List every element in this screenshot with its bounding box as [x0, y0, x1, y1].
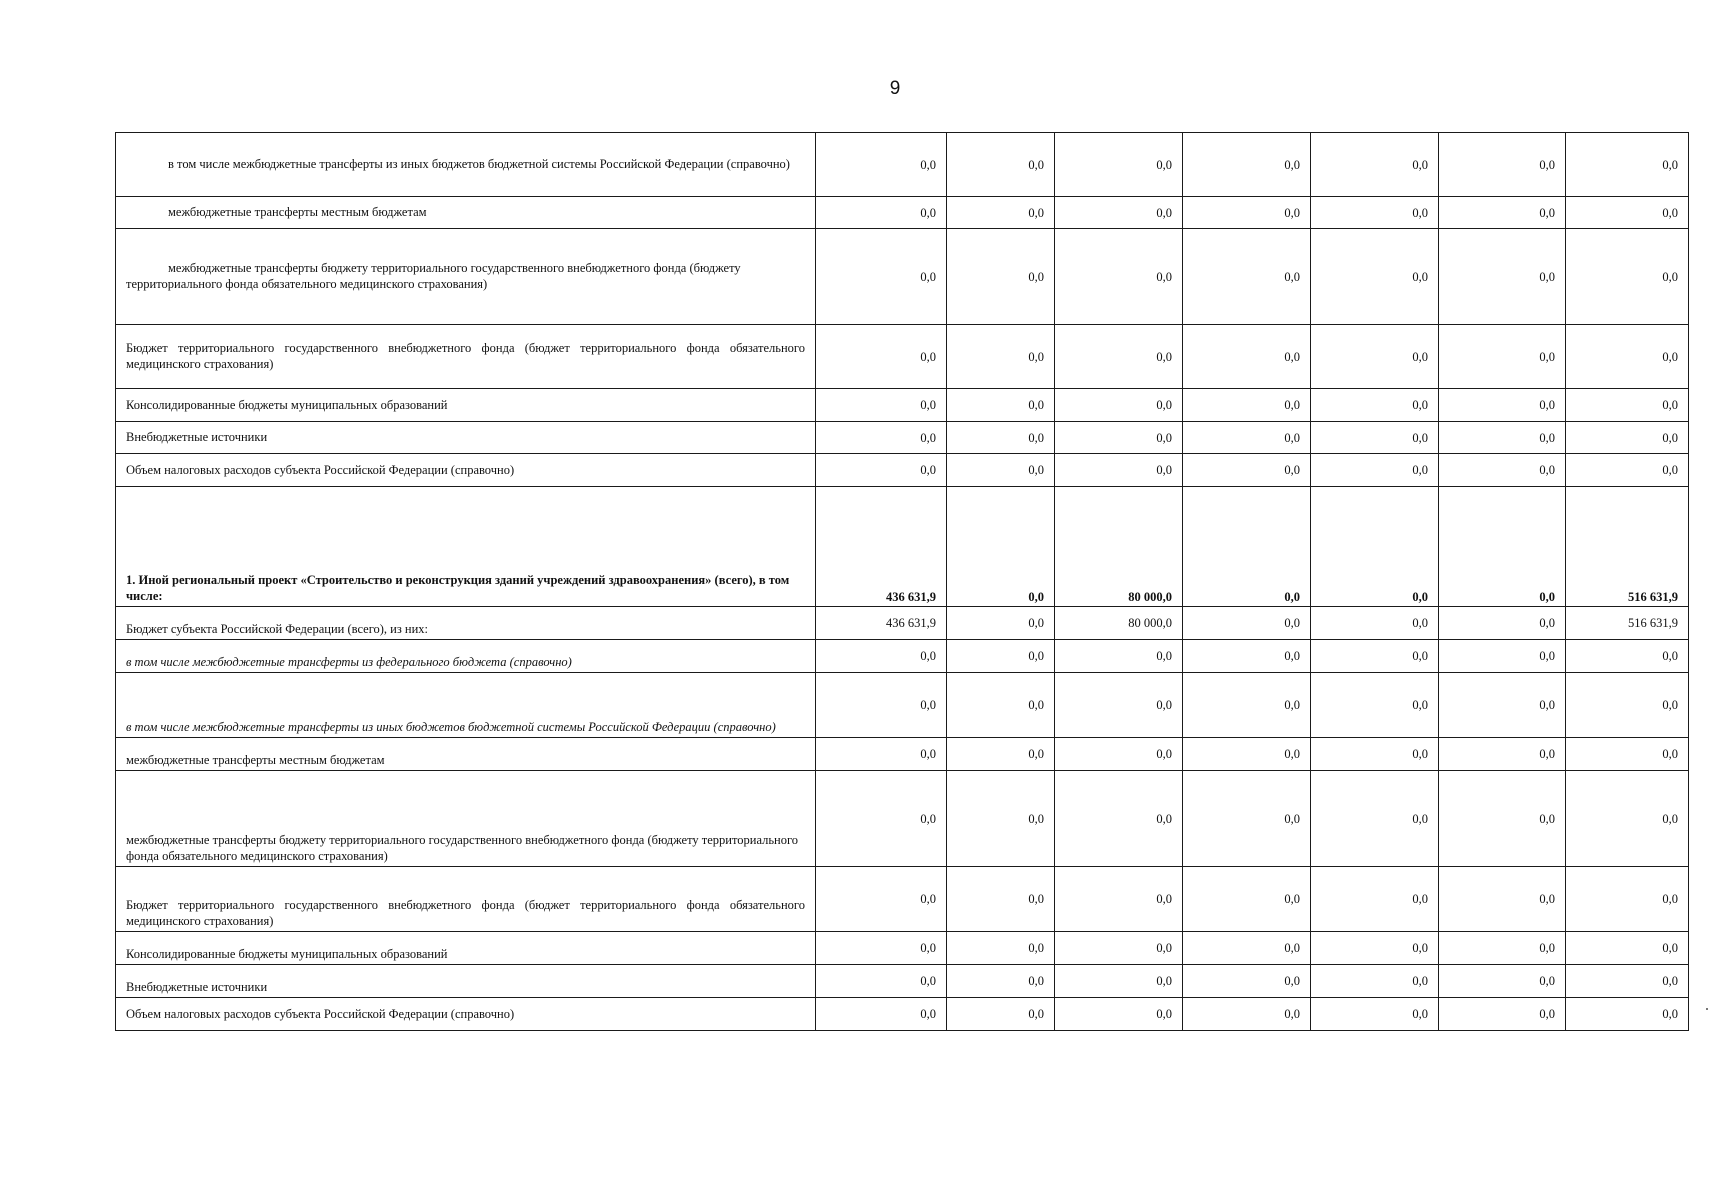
value-cell: 0,0: [1566, 998, 1689, 1031]
value-cell: 0,0: [1439, 738, 1566, 771]
value-cell: 0,0: [1311, 738, 1439, 771]
value-cell: 0,0: [947, 454, 1055, 487]
table-row: [116, 389, 1689, 422]
value-cell: 0,0: [1055, 738, 1183, 771]
value-cell: 0,0: [816, 133, 947, 197]
value-cell: 0,0: [947, 422, 1055, 454]
value-cell: 0,0: [816, 998, 947, 1031]
table-row: [116, 867, 1689, 932]
value-cell: 0,0: [1311, 640, 1439, 673]
value-cell: 0,0: [947, 998, 1055, 1031]
value-cell: 0,0: [816, 673, 947, 738]
value-cell: 0,0: [1439, 325, 1566, 389]
value-cell: 0,0: [1311, 487, 1439, 607]
value-cell: 0,0: [816, 389, 947, 422]
budget-table: [115, 132, 1689, 1031]
value-cell: 0,0: [816, 932, 947, 965]
row-label: в том числе межбюджетные трансферты из иных бюджетов бюджетной системы Российской Федерации (справочно): [116, 673, 816, 738]
table-row: [116, 454, 1689, 487]
value-cell: 0,0: [947, 640, 1055, 673]
value-cell: 0,0: [1439, 389, 1566, 422]
row-label: Консолидированные бюджеты муниципальных образований: [116, 389, 816, 422]
value-cell: 0,0: [1439, 867, 1566, 932]
value-cell: 80 000,0: [1055, 607, 1183, 640]
value-cell: 0,0: [1439, 640, 1566, 673]
value-cell: 0,0: [1055, 133, 1183, 197]
value-cell: 0,0: [1055, 673, 1183, 738]
value-cell: 0,0: [947, 229, 1055, 325]
value-cell: 0,0: [1055, 771, 1183, 867]
value-cell: 0,0: [1566, 673, 1689, 738]
value-cell: 0,0: [1311, 229, 1439, 325]
value-cell: 0,0: [1566, 197, 1689, 229]
value-cell: 0,0: [1183, 389, 1311, 422]
value-cell: 0,0: [1183, 640, 1311, 673]
value-cell: 0,0: [1566, 640, 1689, 673]
value-cell: 0,0: [816, 965, 947, 998]
value-cell: 0,0: [1183, 133, 1311, 197]
value-cell: 0,0: [1183, 197, 1311, 229]
table-row: [116, 607, 1689, 640]
value-cell: 0,0: [947, 389, 1055, 422]
value-cell: 0,0: [1439, 998, 1566, 1031]
value-cell: 0,0: [1566, 965, 1689, 998]
value-cell: 0,0: [1183, 867, 1311, 932]
value-cell: 0,0: [1311, 607, 1439, 640]
value-cell: 0,0: [1055, 454, 1183, 487]
value-cell: 0,0: [1439, 133, 1566, 197]
value-cell: 0,0: [947, 738, 1055, 771]
value-cell: 0,0: [1055, 965, 1183, 998]
value-cell: 0,0: [1183, 771, 1311, 867]
table-row: [116, 738, 1689, 771]
value-cell: 0,0: [1311, 771, 1439, 867]
value-cell: 0,0: [1055, 998, 1183, 1031]
value-cell: 0,0: [1566, 229, 1689, 325]
value-cell: 0,0: [1439, 673, 1566, 738]
table-row: [116, 640, 1689, 673]
page-number: 9: [889, 78, 901, 99]
value-cell: 0,0: [947, 607, 1055, 640]
value-cell: 0,0: [1055, 932, 1183, 965]
value-cell: 0,0: [816, 325, 947, 389]
row-label: Объем налоговых расходов субъекта Российской Федерации (справочно): [116, 998, 816, 1031]
value-cell: 80 000,0: [1055, 487, 1183, 607]
value-cell: 0,0: [947, 325, 1055, 389]
value-cell: 0,0: [816, 422, 947, 454]
row-label: межбюджетные трансферты местным бюджетам: [116, 738, 816, 771]
value-cell: 436 631,9: [816, 487, 947, 607]
row-label: Бюджет субъекта Российской Федерации (всего), из них:: [116, 607, 816, 640]
table-row: [116, 673, 1689, 738]
value-cell: 0,0: [816, 867, 947, 932]
value-cell: 0,0: [1439, 607, 1566, 640]
row-label: в том числе межбюджетные трансферты из иных бюджетов бюджетной системы Российской Федерации (справочно): [116, 133, 816, 197]
value-cell: 516 631,9: [1566, 487, 1689, 607]
value-cell: 0,0: [1183, 487, 1311, 607]
value-cell: 0,0: [1183, 932, 1311, 965]
value-cell: 0,0: [947, 133, 1055, 197]
row-label: Бюджет территориального государственного внебюджетного фонда (бюджет территориального фонда обязательного медицинского страхования): [116, 325, 816, 389]
row-label: в том числе межбюджетные трансферты из федерального бюджета (справочно): [116, 640, 816, 673]
value-cell: 0,0: [947, 197, 1055, 229]
value-cell: 0,0: [1311, 133, 1439, 197]
value-cell: 0,0: [947, 487, 1055, 607]
value-cell: 0,0: [1055, 422, 1183, 454]
value-cell: 0,0: [1439, 422, 1566, 454]
value-cell: 0,0: [1055, 229, 1183, 325]
row-label: межбюджетные трансферты бюджету территориального государственного внебюджетного фонда (бюджету территориального фонда обязательного медицинского страхования): [116, 229, 816, 325]
value-cell: 0,0: [1566, 325, 1689, 389]
value-cell: 0,0: [816, 738, 947, 771]
value-cell: 436 631,9: [816, 607, 947, 640]
value-cell: 0,0: [1055, 197, 1183, 229]
value-cell: 0,0: [1183, 965, 1311, 998]
row-label: Объем налоговых расходов субъекта Российской Федерации (справочно): [116, 454, 816, 487]
value-cell: 0,0: [1439, 229, 1566, 325]
value-cell: 0,0: [1311, 389, 1439, 422]
value-cell: 0,0: [1566, 454, 1689, 487]
table-row: [116, 771, 1689, 867]
value-cell: 0,0: [1183, 325, 1311, 389]
value-cell: 0,0: [1183, 422, 1311, 454]
value-cell: 516 631,9: [1566, 607, 1689, 640]
value-cell: 0,0: [1055, 389, 1183, 422]
value-cell: 0,0: [1311, 422, 1439, 454]
value-cell: 0,0: [1183, 229, 1311, 325]
value-cell: 0,0: [816, 640, 947, 673]
project-title: 1. Иной региональный проект «Строительство и реконструкция зданий учреждений здравоохранения» (всего), в том числе:: [116, 487, 816, 607]
row-label: Внебюджетные источники: [116, 965, 816, 998]
value-cell: 0,0: [1311, 932, 1439, 965]
value-cell: 0,0: [1439, 197, 1566, 229]
row-label: Бюджет территориального государственного внебюджетного фонда (бюджет территориального фонда обязательного медицинского страхования): [116, 867, 816, 932]
value-cell: 0,0: [1311, 965, 1439, 998]
value-cell: 0,0: [1439, 771, 1566, 867]
value-cell: 0,0: [1566, 932, 1689, 965]
table-row: [116, 422, 1689, 454]
value-cell: 0,0: [1055, 325, 1183, 389]
value-cell: 0,0: [1311, 325, 1439, 389]
row-label: межбюджетные трансферты местным бюджетам: [116, 197, 816, 229]
value-cell: 0,0: [1566, 771, 1689, 867]
row-label: межбюджетные трансферты бюджету территориального государственного внебюджетного фонда (бюджету территориального фонда обязательного медицинского страхования): [116, 771, 816, 867]
value-cell: 0,0: [1566, 867, 1689, 932]
scan-speck: [1706, 1008, 1708, 1010]
value-cell: 0,0: [1439, 487, 1566, 607]
table-row: [116, 998, 1689, 1031]
value-cell: 0,0: [1311, 454, 1439, 487]
value-cell: 0,0: [947, 932, 1055, 965]
value-cell: 0,0: [1439, 965, 1566, 998]
table-row: [116, 487, 1689, 607]
row-label: Консолидированные бюджеты муниципальных образований: [116, 932, 816, 965]
value-cell: 0,0: [1566, 389, 1689, 422]
table-row: [116, 229, 1689, 325]
value-cell: 0,0: [1311, 673, 1439, 738]
value-cell: 0,0: [1566, 422, 1689, 454]
value-cell: 0,0: [947, 965, 1055, 998]
value-cell: 0,0: [1566, 738, 1689, 771]
row-label: Внебюджетные источники: [116, 422, 816, 454]
value-cell: 0,0: [947, 673, 1055, 738]
value-cell: 0,0: [816, 771, 947, 867]
value-cell: 0,0: [1183, 998, 1311, 1031]
value-cell: 0,0: [947, 867, 1055, 932]
value-cell: 0,0: [947, 771, 1055, 867]
value-cell: 0,0: [1439, 932, 1566, 965]
value-cell: 0,0: [1183, 673, 1311, 738]
table-row: [116, 932, 1689, 965]
value-cell: 0,0: [1439, 454, 1566, 487]
value-cell: 0,0: [1055, 640, 1183, 673]
value-cell: 0,0: [1055, 867, 1183, 932]
value-cell: 0,0: [1566, 133, 1689, 197]
value-cell: 0,0: [816, 229, 947, 325]
value-cell: 0,0: [1311, 197, 1439, 229]
table-row: [116, 197, 1689, 229]
value-cell: 0,0: [816, 454, 947, 487]
value-cell: 0,0: [816, 197, 947, 229]
table-row: [116, 325, 1689, 389]
table-row: [116, 133, 1689, 197]
value-cell: 0,0: [1311, 998, 1439, 1031]
table-row: [116, 965, 1689, 998]
value-cell: 0,0: [1183, 607, 1311, 640]
value-cell: 0,0: [1311, 867, 1439, 932]
value-cell: 0,0: [1183, 454, 1311, 487]
value-cell: 0,0: [1183, 738, 1311, 771]
